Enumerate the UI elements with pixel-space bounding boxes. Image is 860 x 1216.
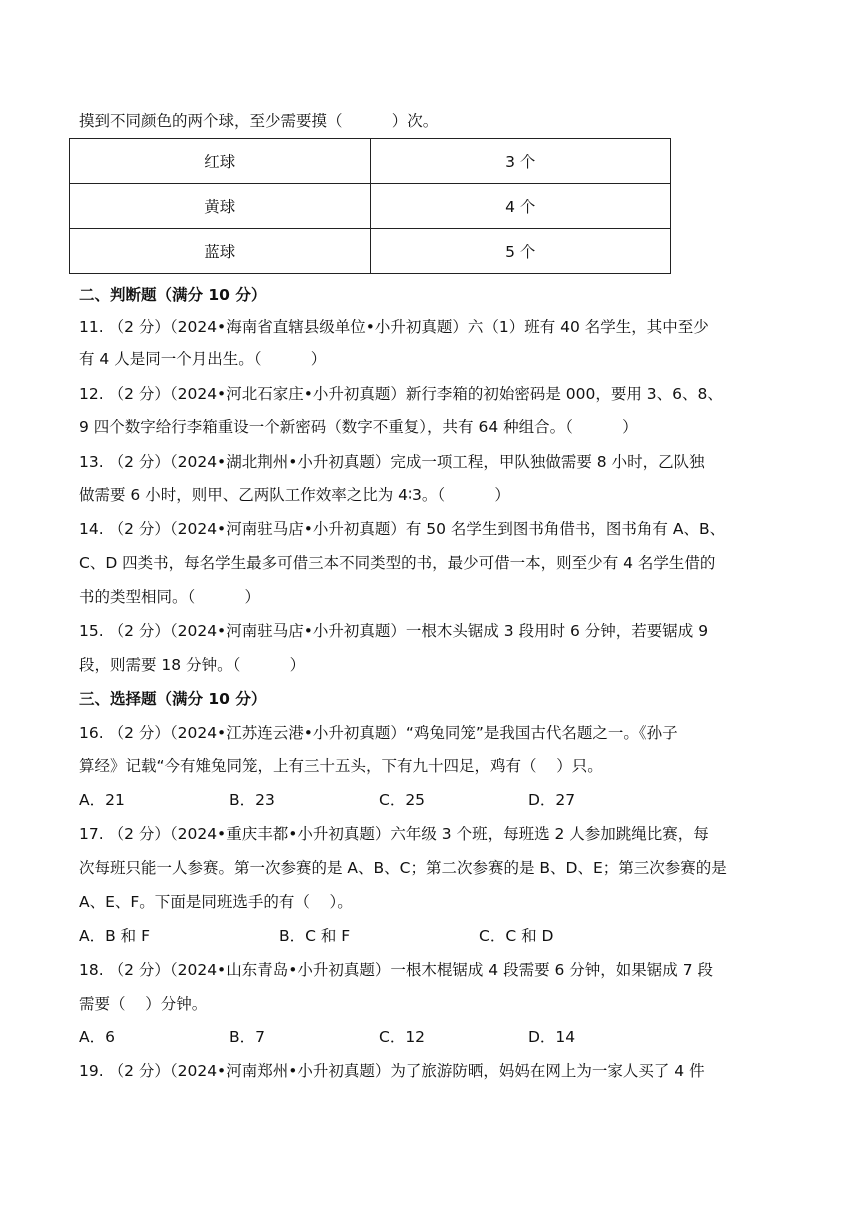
option-c[interactable]: C．12 [379, 1028, 426, 1046]
ball-count-cell: 5 个 [370, 229, 671, 274]
table-row [70, 229, 671, 274]
ball-color-cell: 红球 [70, 139, 371, 184]
table-row [70, 139, 671, 184]
question-16-line-2: 算经》记载“今有雉兔同笼，上有三十五头，下有九十四足，鸡有（ ）只。 [79, 757, 603, 775]
option-d[interactable]: D．27 [528, 791, 576, 809]
question-19-line-1: 19. （2 分）（2024•河南郑州•小升初真题）为了旅游防晒，妈妈在网上为一家人买了 4 件 [79, 1062, 705, 1080]
question-18-line-2: 需要（ ）分钟。 [79, 995, 208, 1013]
table-row [70, 184, 671, 229]
option-d[interactable]: D．14 [528, 1028, 576, 1046]
section3-heading: 三、选择题（满分 10 分） [79, 690, 267, 708]
question-14-line-1: 14. （2 分）（2024•河南驻马店•小升初真题）有 50 名学生到图书角借书，图书角有 A、B、 [79, 520, 726, 538]
question-17-line-2: 次每班只能一人参赛。第一次参赛的是 A、B、C；第二次参赛的是 B、D、E；第三次参赛的是 [79, 859, 727, 877]
option-c[interactable]: C．C 和 D [479, 927, 554, 945]
question-15-line-1: 15. （2 分）（2024•河南驻马店•小升初真题）一根木头锯成 3 段用时 6 分钟，若要锯成 9 [79, 622, 709, 640]
question-18-line-1: 18. （2 分）（2024•山东青岛•小升初真题）一根木棍锯成 4 段需要 6 分钟，如果锯成 7 段 [79, 961, 713, 979]
question-13-line-1: 13. （2 分）（2024•湖北荆州•小升初真题）完成一项工程，甲队独做需要 8 小时，乙队独 [79, 453, 705, 471]
option-c[interactable]: C．25 [379, 791, 426, 809]
option-b[interactable]: B．23 [229, 791, 275, 809]
question-17-line-1: 17. （2 分）（2024•重庆丰都•小升初真题）六年级 3 个班，每班选 2 人参加跳绳比赛，每 [79, 825, 709, 843]
question-12-line-2: 9 四个数字给行李箱重设一个新密码（数字不重复），共有 64 种组合。（ ） [79, 418, 638, 436]
option-a[interactable]: A．6 [79, 1028, 115, 1046]
ball-count-cell: 3 个 [370, 139, 671, 184]
question-14-line-3: 书的类型相同。（ ） [79, 588, 261, 606]
ball-color-cell: 黄球 [70, 184, 371, 229]
ball-color-cell: 蓝球 [70, 229, 371, 274]
option-b[interactable]: B．7 [229, 1028, 265, 1046]
section2-heading: 二、判断题（满分 10 分） [79, 286, 267, 304]
ball-count-table [69, 138, 671, 274]
question-14-line-2: C、D 四类书，每名学生最多可借三本不同类型的书，最少可借一本，则至少有 4 名学生借的 [79, 554, 716, 572]
question-11-line-2: 有 4 人是同一个月出生。（ ） [79, 350, 327, 368]
option-a[interactable]: A．21 [79, 791, 125, 809]
question-15-line-2: 段，则需要 18 分钟。（ ） [79, 656, 306, 674]
option-a[interactable]: A．B 和 F [79, 927, 151, 945]
intro-line: 摸到不同颜色的两个球，至少需要摸（ ）次。 [79, 112, 439, 130]
question-11-line-1: 11. （2 分）（2024•海南省直辖县级单位•小升初真题）六（1）班有 40 名学生，其中至少 [79, 318, 709, 336]
question-16-line-1: 16. （2 分）（2024•江苏连云港•小升初真题）“鸡兔同笼”是我国古代名题之一。《孙子 [79, 724, 678, 742]
question-13-line-2: 做需要 6 小时，则甲、乙两队工作效率之比为 4∶3。（ ） [79, 486, 510, 504]
question-17-line-3: A、E、F。下面是同班选手的有（ ）。 [79, 893, 353, 911]
question-12-line-1: 12. （2 分）（2024•河北石家庄•小升初真题）新行李箱的初始密码是 000，要用 3、6、8、 [79, 385, 723, 403]
ball-count-cell: 4 个 [370, 184, 671, 229]
option-b[interactable]: B．C 和 F [279, 927, 351, 945]
